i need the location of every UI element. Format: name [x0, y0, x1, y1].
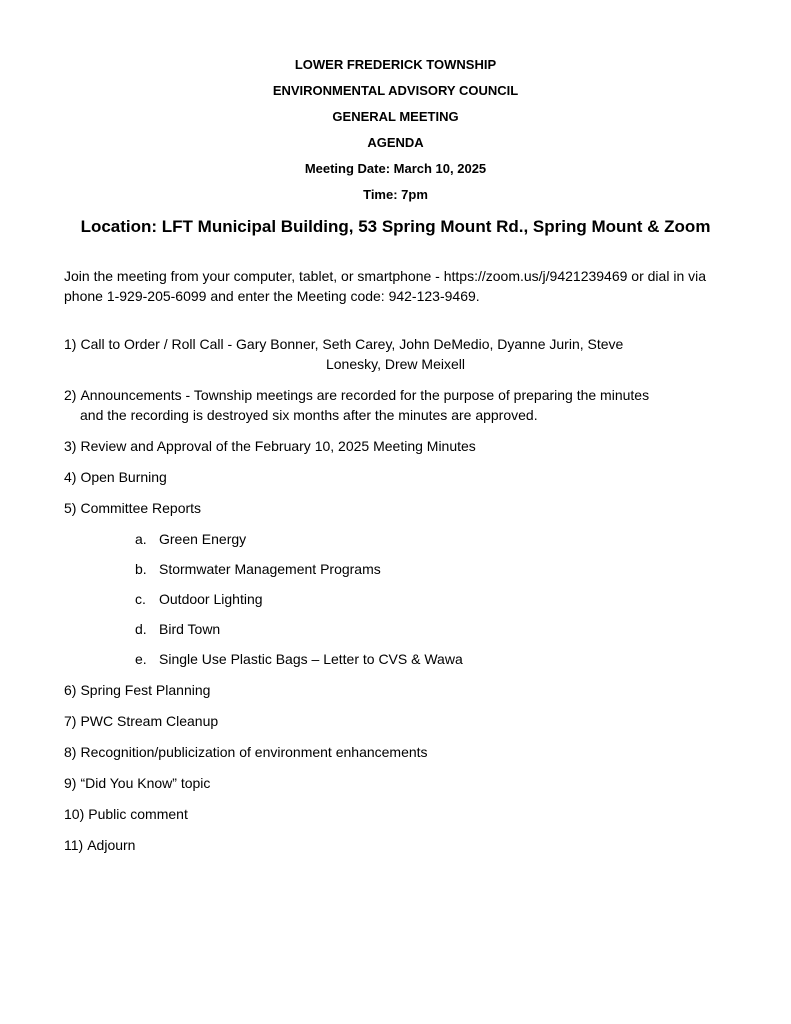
header-agenda-title: AGENDA — [367, 135, 424, 150]
agenda-item-11 — [64, 835, 727, 855]
meeting-location: Location: LFT Municipal Building, 53 Spring Mount Rd., Spring Mount & Zoom — [80, 217, 711, 236]
agenda-item-6 — [64, 680, 727, 700]
agenda-item-4-text: Open Burning — [80, 469, 167, 485]
subitem-d-letter: d. — [135, 621, 147, 637]
agenda-item-1 — [64, 334, 727, 374]
agenda-item-10 — [64, 804, 727, 824]
agenda-item-9-text: “Did You Know” topic — [80, 775, 211, 791]
agenda-item-9 — [64, 773, 727, 793]
agenda-item-5 — [64, 498, 727, 669]
agenda-item-1-text: Call to Order / Roll Call - Gary Bonner, Seth Carey, John DeMedio, Dyanne Jurin, Steve — [80, 336, 624, 352]
agenda-item-2-line1 — [64, 385, 727, 405]
committee-reports-sublist — [64, 529, 727, 669]
agenda-item-5-number: 5) — [64, 500, 77, 516]
agenda-item-11-text: Adjourn — [87, 837, 136, 853]
agenda-item-3-text: Review and Approval of the February 10, 2025 Meeting Minutes — [80, 438, 476, 454]
agenda-item-8 — [64, 742, 727, 762]
agenda-item-4-number: 4) — [64, 469, 77, 485]
agenda-item-2-line2: and the recording is destroyed six months after the minutes are approved. — [80, 407, 538, 423]
subitem-green-energy — [64, 529, 727, 549]
subitem-d-text: Bird Town — [159, 621, 221, 637]
meeting-time: Time: 7pm — [363, 187, 428, 202]
agenda-item-2 — [64, 385, 727, 425]
subitem-e-text: Single Use Plastic Bags – Letter to CVS & Wawa — [159, 651, 463, 667]
subitem-c-letter: c. — [135, 591, 146, 607]
agenda-item-1-line2: Lonesky, Drew Meixell — [325, 356, 465, 372]
agenda-item-10-text: Public comment — [88, 806, 188, 822]
subitem-b-letter: b. — [135, 561, 147, 577]
subitem-outdoor-lighting — [64, 589, 727, 609]
meeting-date: Meeting Date: March 10, 2025 — [304, 161, 487, 176]
agenda-item-10-number: 10) — [64, 806, 85, 822]
agenda-item-7-number: 7) — [64, 713, 77, 729]
join-instructions: Join the meeting from your computer, tablet, or smartphone - https://zoom.us/j/9421239469 or dial in via phone 1-929-205-6099 and enter the Meeting code: 942-123-9469. — [64, 268, 707, 304]
subitem-a-text: Green Energy — [159, 531, 247, 547]
subitem-bird-town — [64, 619, 727, 639]
agenda-item-9-number: 9) — [64, 775, 77, 791]
agenda-items-list — [64, 334, 727, 855]
agenda-item-3 — [64, 436, 727, 456]
agenda-item-5-text: Committee Reports — [80, 500, 202, 516]
agenda-item-3-number: 3) — [64, 438, 77, 454]
subitem-plastic-bags — [64, 649, 727, 669]
agenda-item-1-number: 1) — [64, 336, 77, 352]
header-township: LOWER FREDERICK TOWNSHIP — [294, 57, 497, 72]
agenda-item-5-line1 — [64, 498, 727, 518]
agenda-item-6-number: 6) — [64, 682, 77, 698]
subitem-c-text: Outdoor Lighting — [159, 591, 263, 607]
agenda-item-7-text: PWC Stream Cleanup — [80, 713, 219, 729]
header-council: ENVIRONMENTAL ADVISORY COUNCIL — [272, 83, 519, 98]
agenda-item-8-text: Recognition/publicization of environment enhancements — [80, 744, 428, 760]
subitem-e-letter: e. — [135, 651, 147, 667]
agenda-item-11-number: 11) — [64, 837, 84, 853]
agenda-item-1-line1 — [64, 334, 727, 354]
subitem-stormwater — [64, 559, 727, 579]
agenda-item-6-text: Spring Fest Planning — [80, 682, 211, 698]
agenda-item-2-number: 2) — [64, 387, 77, 403]
header-meeting-type: GENERAL MEETING — [332, 109, 459, 124]
agenda-item-8-number: 8) — [64, 744, 77, 760]
agenda-item-4 — [64, 467, 727, 487]
agenda-item-7 — [64, 711, 727, 731]
subitem-b-text: Stormwater Management Programs — [159, 561, 381, 577]
subitem-a-letter: a. — [135, 531, 147, 547]
agenda-item-2-text: Announcements - Township meetings are recorded for the purpose of preparing the minutes — [80, 387, 650, 403]
